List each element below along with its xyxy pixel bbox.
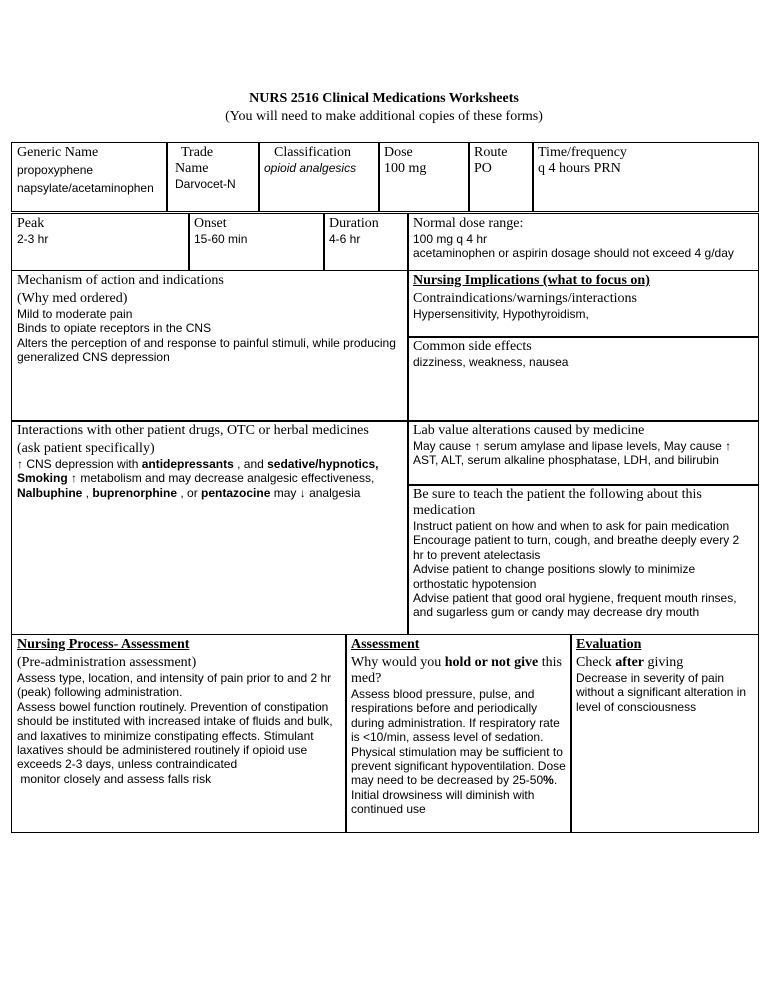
evaluation-label: Evaluation [576,637,642,652]
onset-label: Onset [194,216,227,231]
trade-name-value: Darvocet-N [175,177,236,191]
trade-name-label-2: Name [175,161,209,176]
lab-values-cell [407,420,759,486]
generic-name-cell [11,142,168,212]
route-value: PO [474,161,492,176]
normal-dose-range-value-1: 100 mg q 4 hr [413,232,488,246]
duration-value: 4-6 hr [329,232,361,246]
teach-line-2: Encourage patient to turn, cough, and breathe deeply every 2 hr to prevent atelectasis [413,533,740,562]
side-effects-cell [407,336,759,422]
generic-name-label: Generic Name [17,145,99,160]
normal-dose-range-value-2: acetaminophen or aspirin dosage should not exceed 4 g/day [413,246,734,261]
mechanism-line-3: Alters the perception of and response to painful stimuli, while producing generalized CNS depression [17,335,396,365]
nursing-implications-label: Nursing Implications (what to focus on) [413,273,650,288]
interactions-value: ↑ CNS depression with antidepressants , and sedative/hypnotics, Smoking ↑ metabolism and may decrease analgesic effectiveness, Nalbuphine , buprenorphine , or pentazocine may ↓ analgesia [17,457,379,500]
nursing-implications-cell [407,270,759,338]
mechanism-label: Mechanism of action and indications [17,273,224,288]
classification-cell [258,142,380,212]
teach-cell [407,484,759,635]
page-title: NURS 2516 Clinical Medications Worksheets [249,91,519,106]
contraindications-value: Hypersensitivity, Hypothyroidism, [413,307,589,321]
time-frequency-cell [532,142,759,212]
peak-value: 2-3 hr [17,232,49,246]
side-effects-value: dizziness, weakness, nausea [413,355,569,369]
process-assessment-line-2: Assess bowel function routinely. Prevention of constipation should be instituted with increased intake of fluids and bulk, and laxatives to minimize constipating effects. Stimulant laxatives should be administered routinely if opioid use exceeds 2-3 days, unless contraindicated [17,699,333,772]
route-label: Route [474,145,508,160]
generic-name-value-2: napsylate/acetaminophen [17,181,154,196]
process-assessment-cell [11,634,347,833]
lab-values-value: May cause ↑ serum amylase and lipase levels, May cause ↑ AST, ALT, serum alkaline phosphatase, LDH, and bilirubin [413,439,732,468]
trade-name-cell [166,142,260,212]
teach-line-4: Advise patient that good oral hygiene, frequent mouth rinses, and sugarless gum or candy may decrease dry mouth [413,591,737,620]
teach-label: Be sure to teach the patient the following about this medication [413,487,702,518]
process-assessment-line-3: monitor closely and assess falls risk [17,771,212,786]
classification-label: Classification [274,145,351,160]
lab-values-label: Lab value alterations caused by medicine [413,423,645,438]
evaluation-value: Decrease in severity of pain without a significant alteration in level of consciousness [576,671,747,714]
teach-line-3: Advise patient to change positions slowly to minimize orthostatic hypotension [413,562,696,591]
duration-label: Duration [329,216,379,231]
page-subtitle: (You will need to make additional copies of these forms) [225,109,543,124]
trade-name-label-1: Trade [181,145,214,160]
mechanism-cell [11,270,409,422]
normal-dose-range-label: Normal dose range: [413,216,524,231]
side-effects-label: Common side effects [413,339,532,354]
process-assessment-label: Nursing Process- Assessment [17,637,190,652]
mechanism-line-1: Mild to moderate pain [17,307,133,321]
hold-assessment-question: Why would you hold or not give this med? [351,655,562,686]
generic-name-value-1: propoxyphene [17,163,94,177]
contraindications-label: Contraindications/warnings/interactions [413,291,637,306]
evaluation-cell [570,634,759,833]
interactions-cell [11,420,409,635]
classification-value: opioid analgesics [264,161,357,175]
route-cell [468,142,534,212]
hold-assessment-label: Assessment [351,637,420,652]
evaluation-check: Check after giving [576,655,684,670]
peak-cell [11,213,190,271]
interactions-sublabel: (ask patient specifically) [17,441,155,456]
mechanism-sublabel: (Why med ordered) [17,291,128,306]
time-frequency-value: q 4 hours PRN [538,161,621,176]
duration-cell [323,213,409,271]
time-frequency-label: Time/frequency [538,145,627,160]
hold-assessment-value: Assess blood pressure, pulse, and respirations before and periodically during administration. If respiratory rate is <10/min, assess level of sedation. Physical stimulation may be sufficient to prevent significant hypoventilation. Dose may need to be decreased by 25-50%. Initial drowsiness will diminish with continued use [351,687,566,817]
dose-label: Dose [384,145,413,160]
normal-dose-range-cell [407,213,759,271]
process-assessment-line-1: Assess type, location, and intensity of pain prior to and 2 hr (peak) following administration. [17,671,332,700]
dose-cell [378,142,470,212]
dose-value: 100 mg [384,161,427,176]
process-assessment-sublabel: (Pre-administration assessment) [17,655,197,670]
mechanism-line-2: Binds to opiate receptors in the CNS [17,321,212,336]
onset-value: 15-60 min [194,232,248,246]
onset-cell [188,213,325,271]
teach-line-1: Instruct patient on how and when to ask for pain medication [413,519,730,533]
peak-label: Peak [17,216,45,231]
interactions-label: Interactions with other patient drugs, OTC or herbal medicines [17,423,369,438]
hold-assessment-cell [345,634,572,833]
